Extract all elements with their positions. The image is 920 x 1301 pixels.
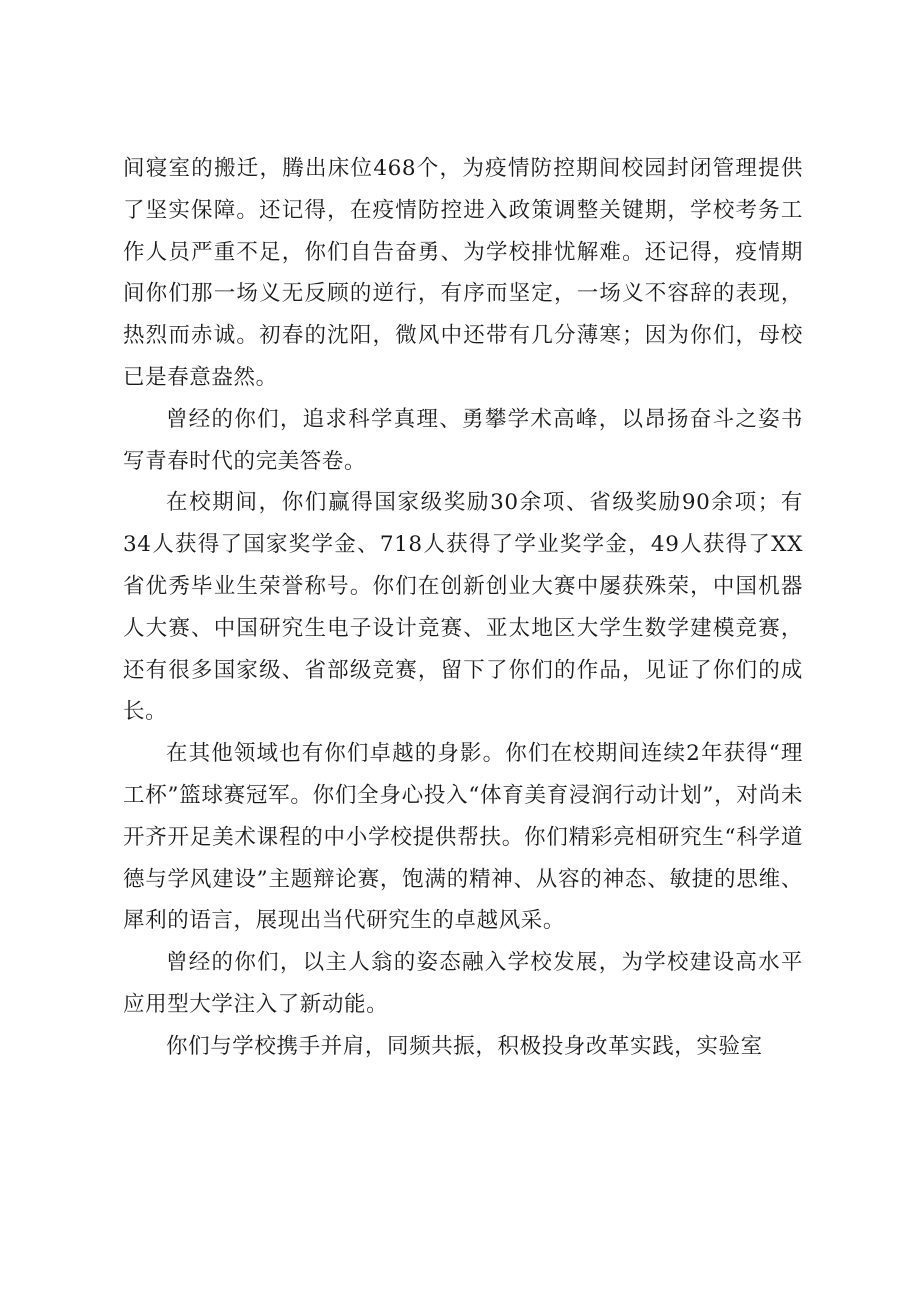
document-body: [123, 148, 803, 1068]
paragraph: 在其他领域也有你们卓越的身影。你们在校期间连续2年获得“理工杯”篮球赛冠军。你们全身心投入“体育美育浸润行动计划”，对尚未开齐开足美术课程的中小学校提供帮扶。你们精彩亮相研究生“科学道德与学风建设”主题辩论赛，饱满的精神、从容的神态、敏捷的思维、犀利的语言，展现出当代研究生的卓越风采。: [123, 741, 803, 934]
paragraph: 曾经的你们，以主人翁的姿态融入学校发展，为学校建设高水平应用型大学注入了新动能。: [123, 950, 803, 1017]
paragraph: 在校期间，你们赢得国家级奖励30余项、省级奖励90余项；有34人获得了国家奖学金、718人获得了学业奖学金，49人获得了XX省优秀毕业生荣誉称号。你们在创新创业大赛中屡获殊荣，中国机器人大赛、中国研究生电子设计竞赛、亚太地区大学生数学建模竞赛，还有很多国家级、省部级竞赛，留下了你们的作品，见证了你们的成长。: [123, 490, 803, 725]
paragraph: 你们与学校携手并肩，同频共振，积极投身改革实践，实验室: [166, 1033, 763, 1059]
paragraph: 曾经的你们，追求科学真理、勇攀学术高峰，以昂扬奋斗之姿书写青春时代的完美答卷。: [123, 406, 803, 474]
paragraph-continued: 间寝室的搬迁，腾出床位468个，为疫情防控期间校园封闭管理提供了坚实保障。还记得，在疫情防控进入政策调整关键期，学校考务工作人员严重不足，你们自告奋勇、为学校排忧解难。还记得，疫情期间你们那一场义无反顾的逆行，有序而坚定，一场义不容辞的表现，热烈而赤诚。初春的沈阳，微风中还带有几分薄寒；因为你们，母校已是春意盎然。: [123, 156, 803, 390]
